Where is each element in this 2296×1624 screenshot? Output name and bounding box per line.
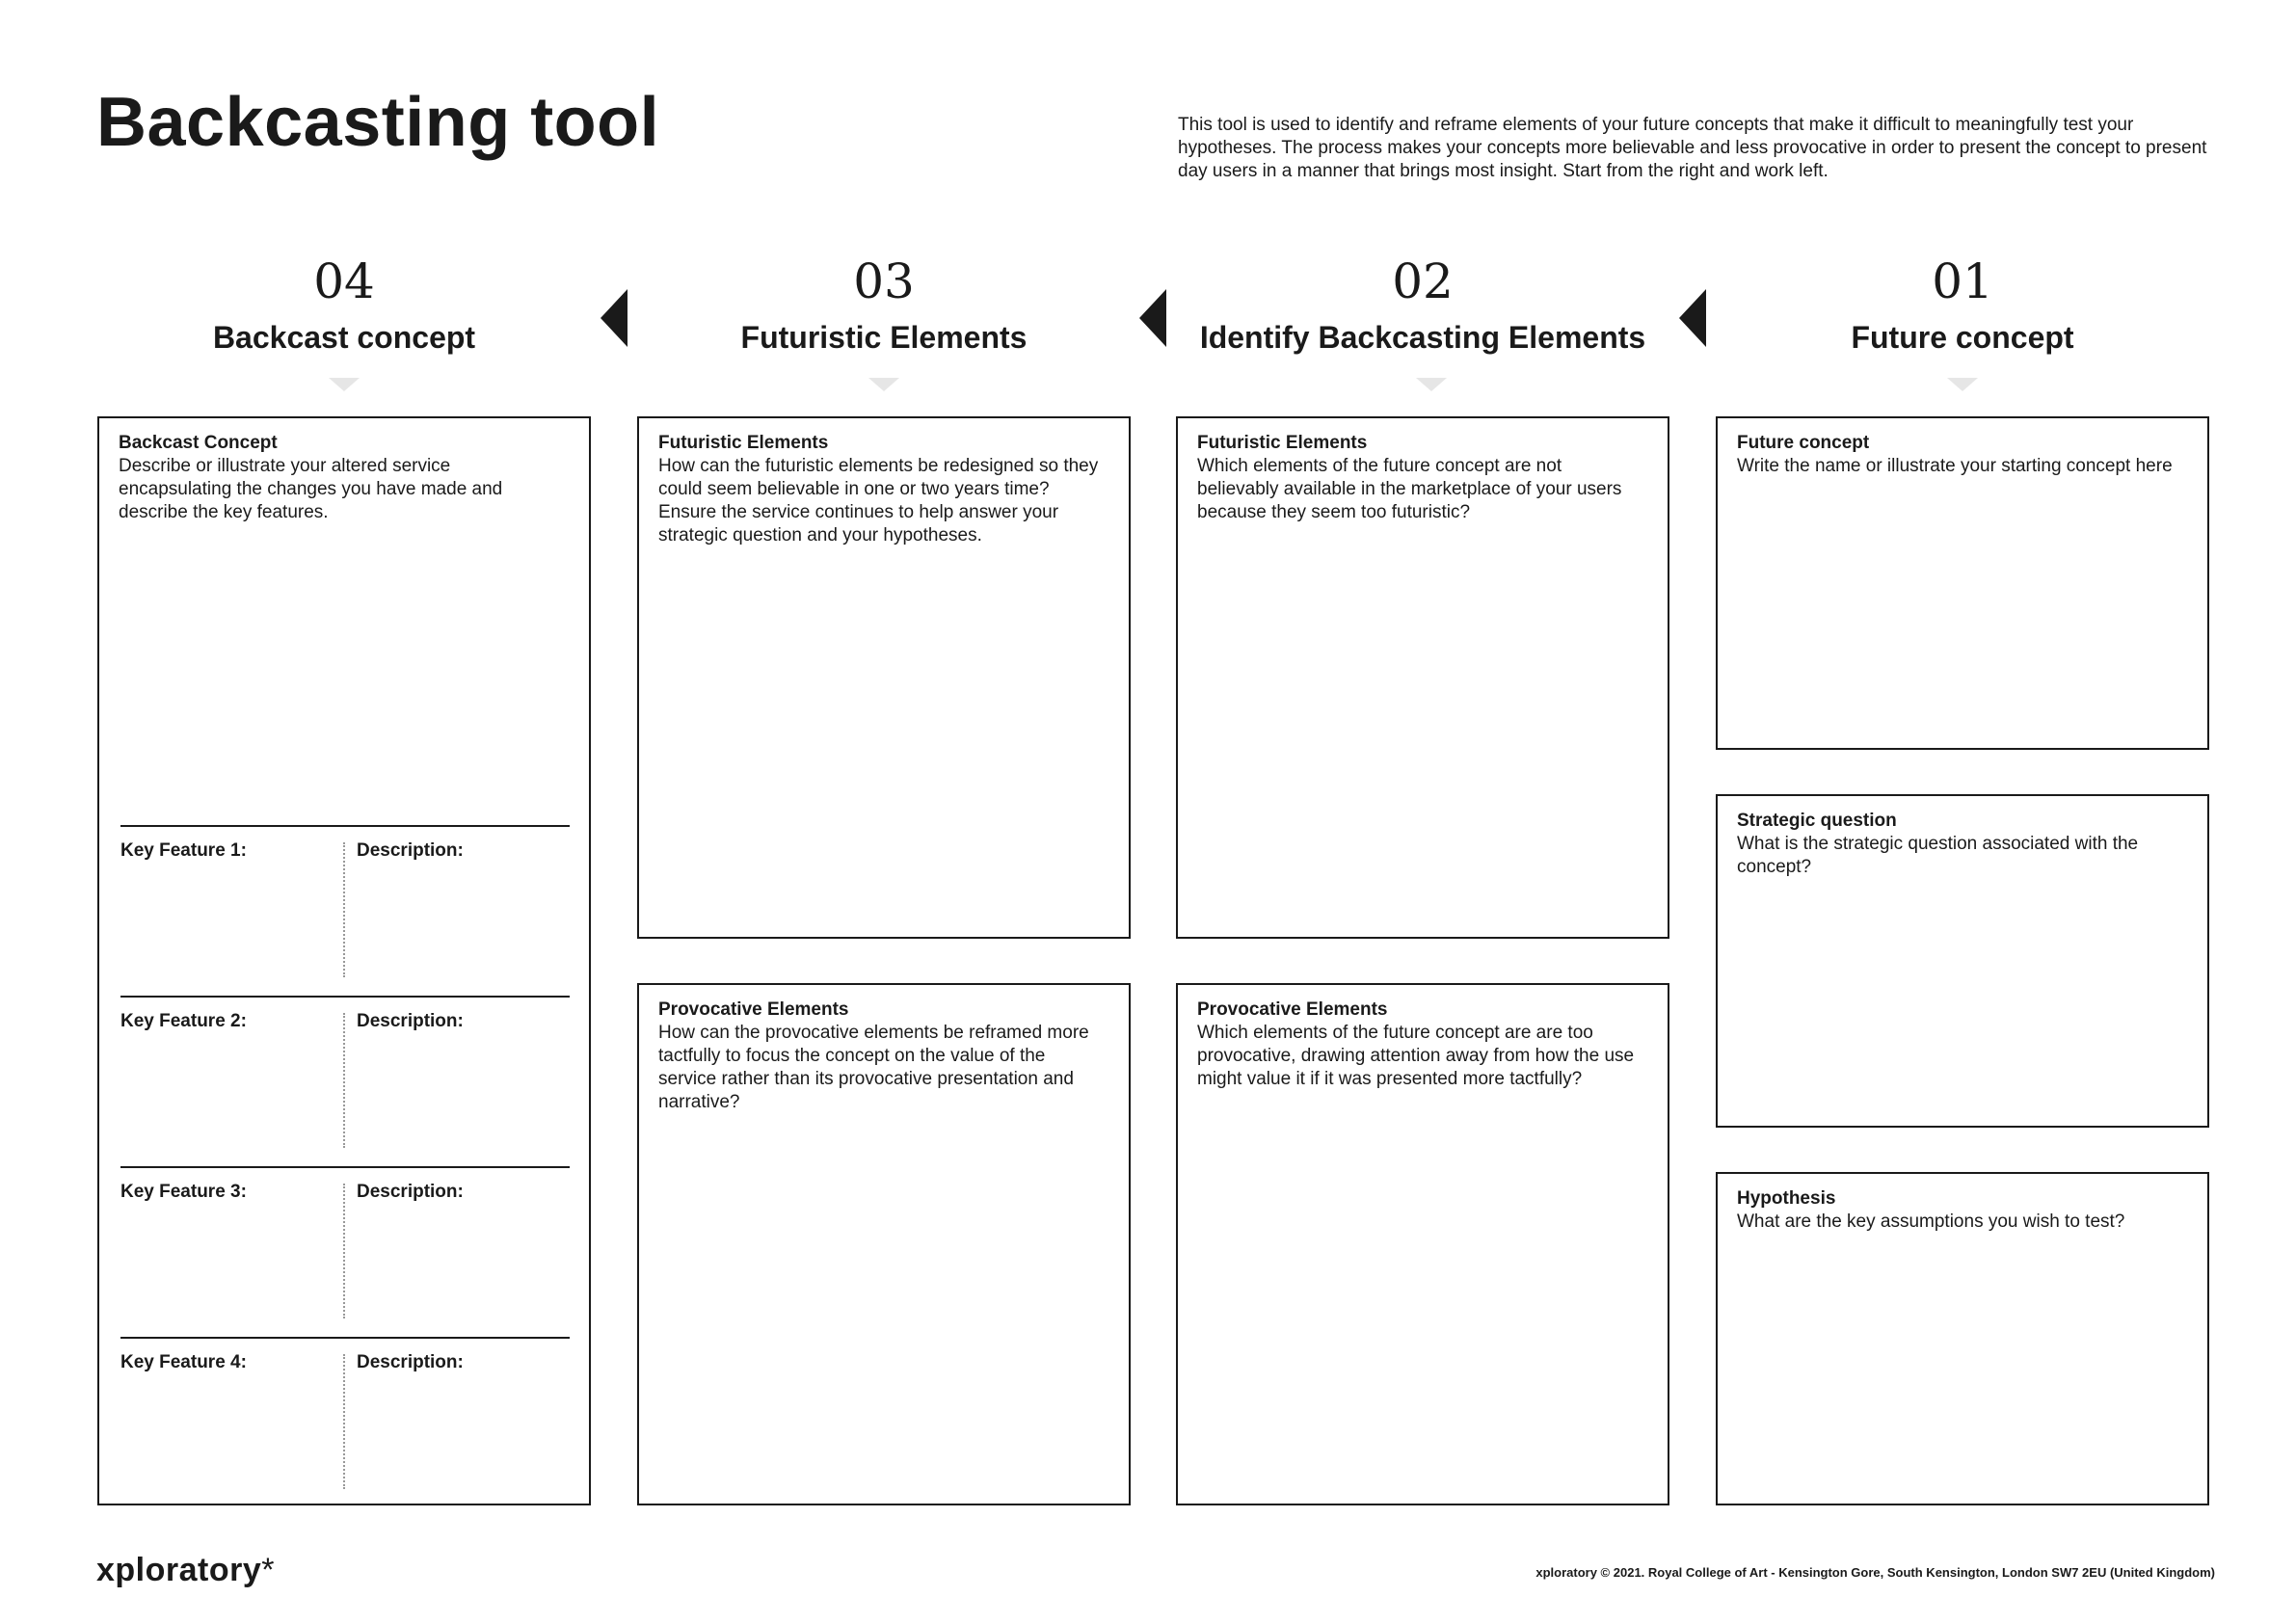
arrow-left-icon bbox=[1679, 289, 1706, 347]
step-title-future-concept: Future concept bbox=[1851, 320, 2074, 355]
intro-text: This tool is used to identify and reframe elements of your future concepts that make it difficult to meaningfully test your hypotheses. The process makes your concepts more believable and less provocative in order to present the concept to present day users in a manner that brings most insight. Start from the right and work left. bbox=[1178, 115, 2207, 181]
futuristic-identify-box[interactable] bbox=[1176, 416, 1669, 939]
hypothesis-box[interactable] bbox=[1716, 1172, 2209, 1505]
step-title-identify-backcasting-elements: Identify Backcasting Elements bbox=[1199, 320, 1646, 355]
asterisk-icon: * bbox=[261, 1552, 275, 1588]
backcast-concept-box[interactable] bbox=[97, 416, 591, 1505]
futuristic-redesign-box[interactable] bbox=[637, 416, 1131, 939]
step-title-futuristic-elements: Futuristic Elements bbox=[740, 320, 1028, 355]
divider bbox=[120, 1337, 570, 1339]
provocative-identify-box[interactable] bbox=[1176, 983, 1669, 1505]
key-feature-description-label: Description: bbox=[357, 1011, 464, 1031]
future-concept-box[interactable] bbox=[1716, 416, 2209, 750]
box-description: How can the provocative elements be reframed more tactfully to focus the concept on the value of the service rather than its provocative presentation and narrative? bbox=[658, 1023, 1089, 1112]
box-title: Provocative Elements bbox=[658, 999, 849, 1020]
step-title-backcast-concept: Backcast concept bbox=[212, 320, 476, 355]
box-title: Strategic question bbox=[1737, 811, 1897, 831]
divider bbox=[120, 996, 570, 998]
step-number-03: 03 bbox=[853, 253, 915, 309]
box-title: Future concept bbox=[1737, 433, 1870, 453]
box-description: Write the name or illustrate your starting concept here bbox=[1737, 456, 2173, 476]
copyright-text: xploratory © 2021. Royal College of Art - Kensington Gore, South Kensington, London SW7 2EU (United Kingdom) bbox=[1535, 1565, 2215, 1580]
dotted-divider bbox=[343, 842, 345, 977]
box-title: Futuristic Elements bbox=[658, 433, 829, 453]
step-number-04: 04 bbox=[313, 253, 375, 309]
box-title: Futuristic Elements bbox=[1197, 433, 1368, 453]
strategic-question-box[interactable] bbox=[1716, 794, 2209, 1128]
brand-logo bbox=[96, 1552, 275, 1589]
chevron-down-icon bbox=[1416, 378, 1447, 391]
key-feature-description-label: Description: bbox=[357, 1352, 464, 1372]
arrow-left-icon bbox=[601, 289, 627, 347]
dotted-divider bbox=[343, 1013, 345, 1148]
box-description: What is the strategic question associated with the concept? bbox=[1737, 834, 2139, 877]
arrow-left-icon bbox=[1139, 289, 1166, 347]
step-number-01: 01 bbox=[1932, 253, 1993, 309]
page-title: Backcasting tool bbox=[96, 84, 660, 161]
step-number-02: 02 bbox=[1392, 253, 1454, 309]
box-description: How can the futuristic elements be redesigned so they could seem believable in one or two years time? Ensure the service continues to help answer your strategic question and your hypotheses. bbox=[658, 456, 1099, 546]
box-title: Provocative Elements bbox=[1197, 999, 1388, 1020]
box-description: Which elements of the future concept are not believably available in the marketplace of your users because they seem too futuristic? bbox=[1197, 456, 1622, 522]
divider bbox=[120, 1166, 570, 1168]
box-title: Backcast Concept bbox=[119, 433, 278, 453]
box-title: Hypothesis bbox=[1737, 1188, 1836, 1209]
key-feature-label: Key Feature 1: bbox=[120, 840, 247, 861]
key-feature-label: Key Feature 4: bbox=[120, 1352, 247, 1372]
chevron-down-icon bbox=[1947, 378, 1978, 391]
box-description: Which elements of the future concept are are too provocative, drawing attention away from how the use might value it if it was presented more tactfully? bbox=[1197, 1023, 1635, 1089]
key-feature-label: Key Feature 3: bbox=[120, 1182, 247, 1202]
box-description: What are the key assumptions you wish to test? bbox=[1737, 1211, 2125, 1232]
key-feature-description-label: Description: bbox=[357, 840, 464, 861]
divider bbox=[120, 825, 570, 827]
key-feature-description-label: Description: bbox=[357, 1182, 464, 1202]
chevron-down-icon bbox=[329, 378, 360, 391]
dotted-divider bbox=[343, 1184, 345, 1318]
box-description: Describe or illustrate your altered service encapsulating the changes you have made and describe the key features. bbox=[119, 456, 503, 522]
logo-text: xploratory bbox=[96, 1552, 262, 1588]
provocative-reframe-box[interactable] bbox=[637, 983, 1131, 1505]
dotted-divider bbox=[343, 1354, 345, 1489]
key-feature-label: Key Feature 2: bbox=[120, 1011, 247, 1031]
chevron-down-icon bbox=[868, 378, 899, 391]
